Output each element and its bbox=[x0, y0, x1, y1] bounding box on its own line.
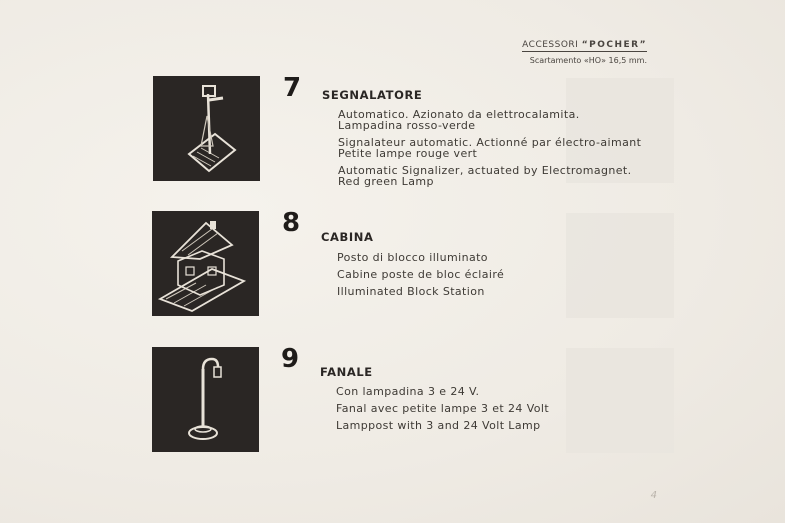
series-prefix: ACCESSORI bbox=[522, 40, 579, 50]
series-brand: “POCHER” bbox=[581, 40, 647, 50]
series-heading bbox=[522, 40, 647, 52]
item-description bbox=[338, 109, 648, 193]
cabin-icon bbox=[152, 211, 259, 316]
description-line-english: Lamppost with 3 and 24 Volt Lamp bbox=[336, 419, 541, 432]
description-line-italian: Posto di blocco illuminato bbox=[337, 251, 488, 264]
signal-icon bbox=[153, 76, 260, 181]
item-description bbox=[337, 252, 647, 303]
cabin-thumbnail bbox=[152, 211, 259, 316]
item-title: FANALE bbox=[320, 365, 373, 379]
lamppost-icon bbox=[152, 347, 259, 452]
item-title: SEGNALATORE bbox=[322, 88, 423, 102]
description-line-french: Signalateur automatic. Actionné par électro-aimant Petite lampe rouge vert bbox=[338, 136, 642, 160]
item-number: 9 bbox=[281, 344, 300, 374]
page-header bbox=[522, 32, 647, 65]
item-description bbox=[336, 386, 646, 437]
description-line-english: Illuminated Block Station bbox=[337, 285, 485, 298]
page-number: 4 bbox=[650, 490, 657, 501]
signal-thumbnail bbox=[153, 76, 260, 181]
description-line-french: Fanal avec petite lampe 3 et 24 Volt bbox=[336, 402, 550, 415]
gauge-label: Scartamento «HO» 16,5 mm. bbox=[529, 56, 647, 65]
description-line-english: Automatic Signalizer, actuated by Electromagnet. Red green Lamp bbox=[338, 164, 632, 188]
description-line-italian: Automatico. Azionato da elettrocalamita. Lampadina rosso-verde bbox=[338, 108, 580, 132]
description-line-italian: Con lampadina 3 e 24 V. bbox=[336, 385, 480, 398]
lamppost-thumbnail bbox=[152, 347, 259, 452]
item-title: CABINA bbox=[321, 230, 374, 244]
item-number: 7 bbox=[283, 73, 302, 103]
description-line-french: Cabine poste de bloc éclairé bbox=[337, 268, 505, 281]
item-number: 8 bbox=[282, 208, 301, 238]
